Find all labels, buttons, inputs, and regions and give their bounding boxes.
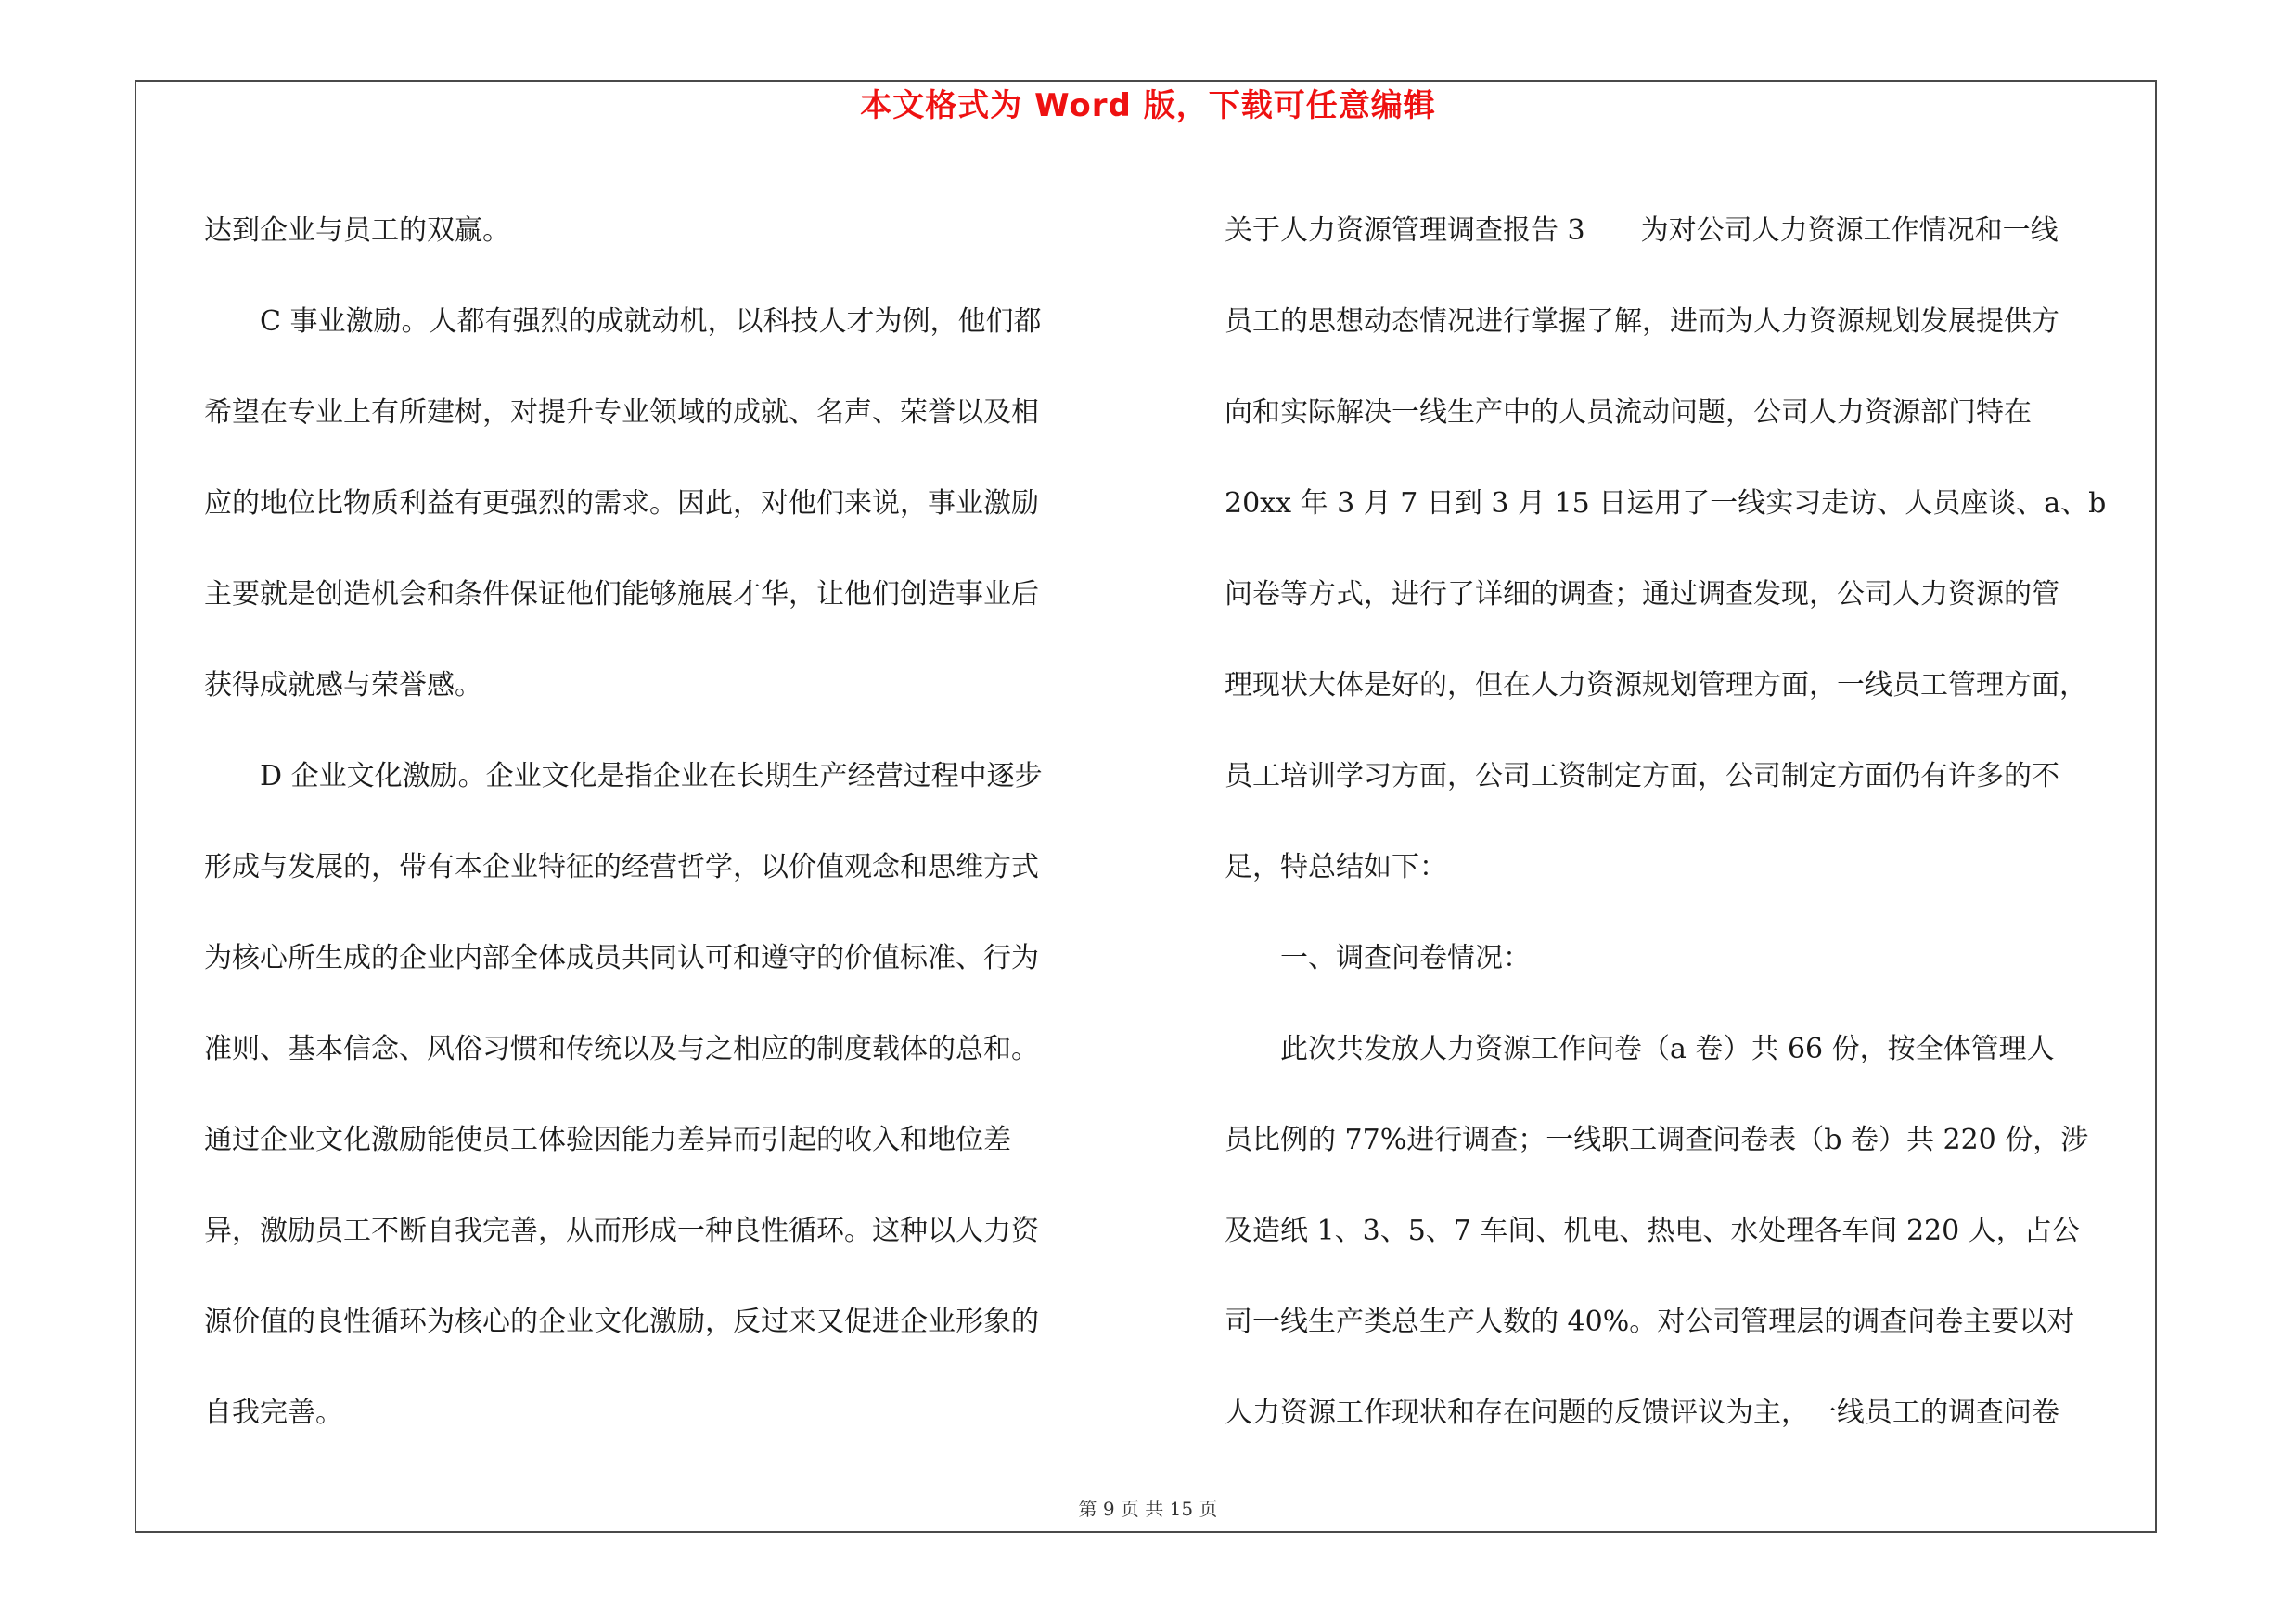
text-line: 员比例的 77%进行调查；一线职工调查问卷表（b 卷）共 220 份，涉 bbox=[1225, 1124, 2089, 1156]
text-line: 自我完善。 bbox=[204, 1397, 343, 1429]
text-line: 准则、基本信念、风俗习惯和传统以及与之相应的制度载体的总和。 bbox=[204, 1033, 1039, 1065]
text-line: 20xx 年 3 月 7 日到 3 月 15 日运用了一线实习走访、人员座谈、a、b bbox=[1225, 487, 2107, 520]
text-line: D 企业文化激励。企业文化是指企业在长期生产经营过程中逐步 bbox=[260, 760, 1043, 792]
text-line: 达到企业与员工的双赢。 bbox=[204, 214, 510, 247]
text-line: 问卷等方式，进行了详细的调查；通过调查发现，公司人力资源的管 bbox=[1225, 578, 2059, 611]
left-text-column bbox=[204, 186, 1132, 1459]
text-line: 通过企业文化激励能使员工体验因能力差异而引起的收入和地位差 bbox=[204, 1124, 1011, 1156]
text-line: 员工培训学习方面，公司工资制定方面，公司制定方面仍有许多的不 bbox=[1225, 760, 2059, 792]
text-line: 一、调查问卷情况： bbox=[1280, 942, 1531, 974]
text-line: 足，特总结如下： bbox=[1225, 851, 1447, 883]
text-line: 主要就是创造机会和条件保证他们能够施展才华，让他们创造事业后 bbox=[204, 578, 1039, 611]
text-line: 员工的思想动态情况进行掌握了解，进而为人力资源规划发展提供方 bbox=[1225, 305, 2059, 338]
text-line: 源价值的良性循环为核心的企业文化激励，反过来又促进企业形象的 bbox=[204, 1306, 1039, 1338]
text-line: 形成与发展的，带有本企业特征的经营哲学，以价值观念和思维方式 bbox=[204, 851, 1039, 883]
text-line: 获得成就感与荣誉感。 bbox=[204, 669, 482, 702]
word-format-banner: 本文格式为 Word 版，下载可任意编辑 bbox=[860, 87, 1436, 124]
text-line: 向和实际解决一线生产中的人员流动问题，公司人力资源部门特在 bbox=[1225, 396, 2032, 429]
text-line: 异，激励员工不断自我完善，从而形成一种良性循环。这种以人力资 bbox=[204, 1215, 1039, 1247]
text-line: 人力资源工作现状和存在问题的反馈评议为主，一线员工的调查问卷 bbox=[1225, 1397, 2059, 1429]
text-line: 及造纸 1、3、5、7 车间、机电、热电、水处理各车间 220 人，占公 bbox=[1225, 1215, 2080, 1247]
text-line: 理现状大体是好的，但在人力资源规划管理方面，一线员工管理方面， bbox=[1225, 669, 2087, 702]
text-line: 为核心所生成的企业内部全体成员共同认可和遵守的价值标准、行为 bbox=[204, 942, 1039, 974]
text-line: 此次共发放人力资源工作问卷（a 卷）共 66 份，按全体管理人 bbox=[1280, 1033, 2055, 1065]
text-line: 关于人力资源管理调查报告 3 为对公司人力资源工作情况和一线 bbox=[1225, 214, 2059, 247]
text-line: 希望在专业上有所建树，对提升专业领域的成就、名声、荣誉以及相 bbox=[204, 396, 1039, 429]
right-text-column bbox=[1225, 186, 2152, 1459]
page-number-footer: 第 9 页 共 15 页 bbox=[1078, 1498, 1218, 1520]
text-line: 司一线生产类总生产人数的 40%。对公司管理层的调查问卷主要以对 bbox=[1225, 1306, 2075, 1338]
text-line: 应的地位比物质利益有更强烈的需求。因此，对他们来说，事业激励 bbox=[204, 487, 1039, 520]
text-line: C 事业激励。人都有强烈的成就动机，以科技人才为例，他们都 bbox=[260, 305, 1042, 338]
